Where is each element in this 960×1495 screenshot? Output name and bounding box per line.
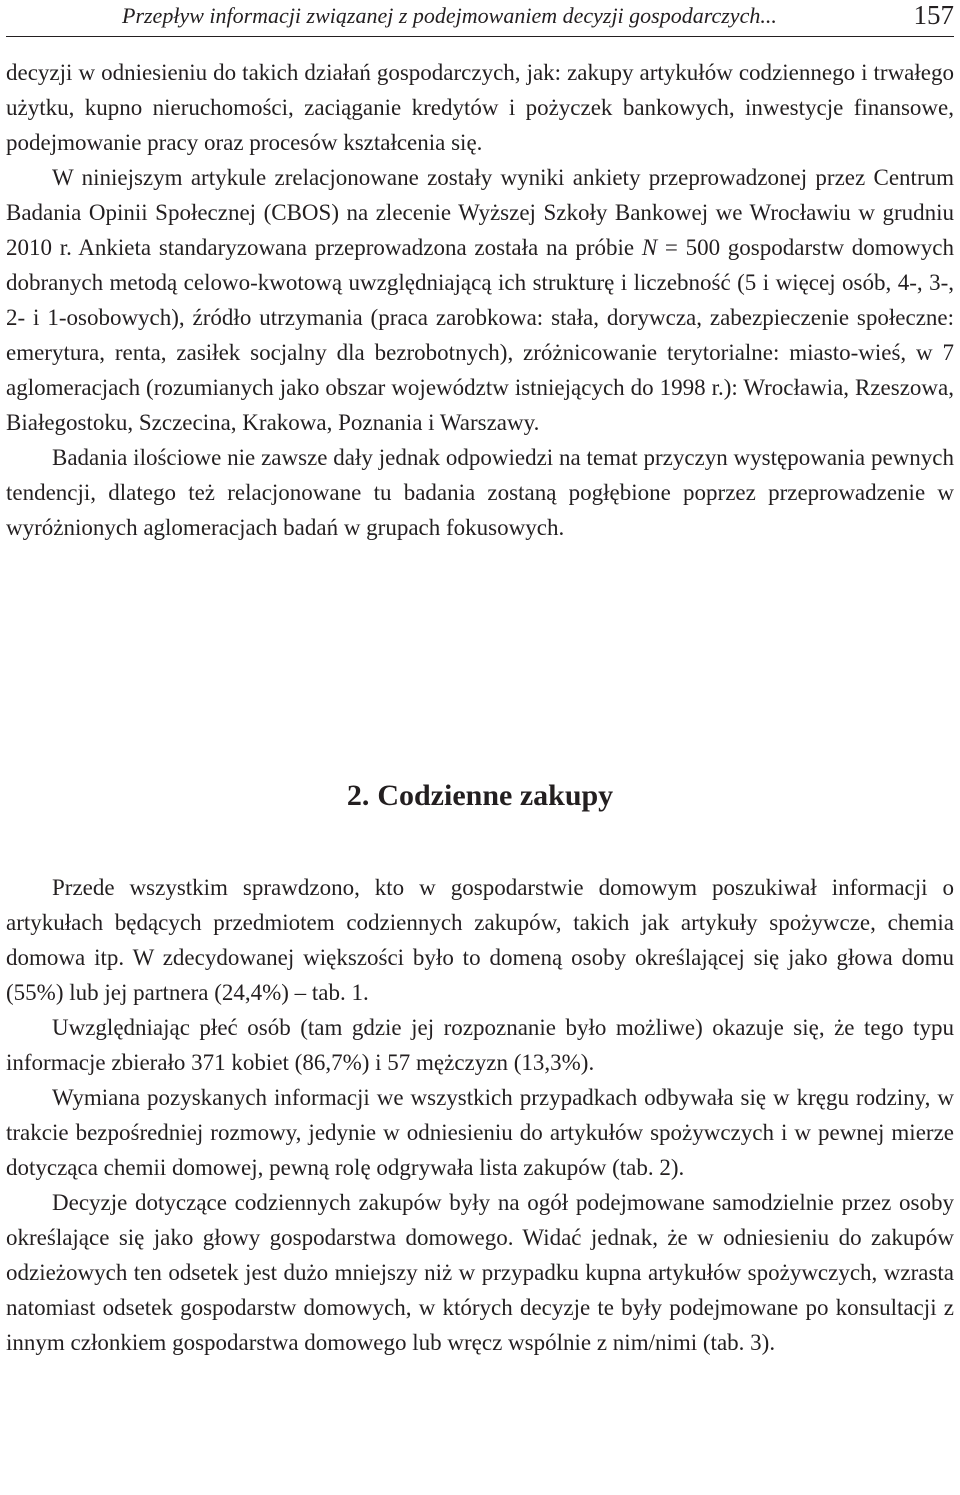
header-divider <box>6 36 954 37</box>
page-number: 157 <box>913 0 954 30</box>
section-heading <box>0 776 960 816</box>
sample-size-variable: N <box>641 235 658 260</box>
running-title: Przepływ informacji związanej z podejmowaniem decyzji gospodarczych... <box>122 3 777 28</box>
paragraph-survey-text-1: W niniejszym artykule zrelacjonowane zostały wyniki ankiety przeprowadzonej przez Centrum Badania Opinii Społecznej (CBOS) na zlecenie Wyższej Szkoły Bankowej we Wrocławiu w grudniu 2010 r. Ankieta standaryzowana przeprowadzona została na próbie <box>6 165 954 260</box>
section-title: Codzienne zakupy <box>377 779 614 812</box>
paragraph-continuation: decyzji w odniesieniu do takich działań gospodarczych, jak: zakupy artykułów codziennego i trwałego użytku, kupno nieruchomości, zaciąganie kredytów i pożyczek bankowych, inwestycje finansowe, podejmowanie pracy oraz procesów kształcenia się. <box>6 60 954 155</box>
paragraph-focus-groups: Badania ilościowe nie zawsze dały jednak odpowiedzi na temat przyczyn występowania pewnych tendencji, dlatego też relacjonowane tu badania zostaną pogłębione poprzez przeprowadzenie w wyróżnionych aglomeracjach badań w grupach fokusowych. <box>6 445 954 540</box>
paragraph-info-exchange: Wymiana pozyskanych informacji we wszystkich przypadkach odbywała się w kręgu rodziny, w trakcie bezpośredniej rozmowy, jedynie w odniesieniu do artykułów spożywczych i w pewnej mierze dotycząca chemii domowej, pewną rolę odgrywała lista zakupów (tab. 2). <box>6 1085 954 1180</box>
section-number: 2. <box>346 779 370 812</box>
paragraph-decisions: Decyzje dotyczące codziennych zakupów były na ogół podejmowane samodzielnie przez osoby określające się jako głowy gospodarstwa domowego. Widać jednak, że w odniesieniu do zakupów odzieżowych ten odsetek jest dużo mniejszy niż w przypadku kupna artykułów spożywczych, wzrasta natomiast odsetek gospodarstw domowych, w których decyzje te były podejmowane po konsultacji z innym członkiem gospodarstwa domowego lub wręcz wspólnie z nim/nimi (tab. 3). <box>6 1190 954 1355</box>
running-header <box>6 2 954 30</box>
paragraph-survey-text-2: = 500 gospodarstw domowych dobranych metodą celowo-kwotową uwzględniającą ich strukturę i liczebność (5 i więcej osób, 4-, 3-, 2- i 1-osobowych), źródło utrzymania (praca zarobkowa: stała, dorywcza, zabezpieczenie społeczne: emerytura, renta, zasiłek socjalny dla bezrobotnych), zróżnicowanie terytorialne: miasto-wieś, w 7 aglomeracjach (rozumianych jako obszar województw istniejących do 1998 r.): Wrocławia, Rzeszowa, Białegostoku, Szczecina, Krakowa, Poznania i Warszawy. <box>6 235 954 435</box>
paragraph-gender: Uwzględniając płeć osób (tam gdzie jej rozpoznanie było możliwe) okazuje się, że tego typu informacje zbierało 371 kobiet (86,7%) i 57 mężczyzn (13,3%). <box>6 1015 954 1075</box>
body-text-top <box>6 55 954 545</box>
paragraph-info-search: Przede wszystkim sprawdzono, kto w gospodarstwie domowym poszukiwał informacji o artykułach będących przedmiotem codziennych zakupów, takich jak artykuły spożywcze, chemia domowa itp. W zdecydowanej większości było to domeną osoby określającej się jako głowa domu (55%) lub jej partnera (24,4%) – tab. 1. <box>6 875 954 1005</box>
paragraph-survey-method <box>6 160 954 440</box>
body-text-bottom <box>6 870 954 1360</box>
